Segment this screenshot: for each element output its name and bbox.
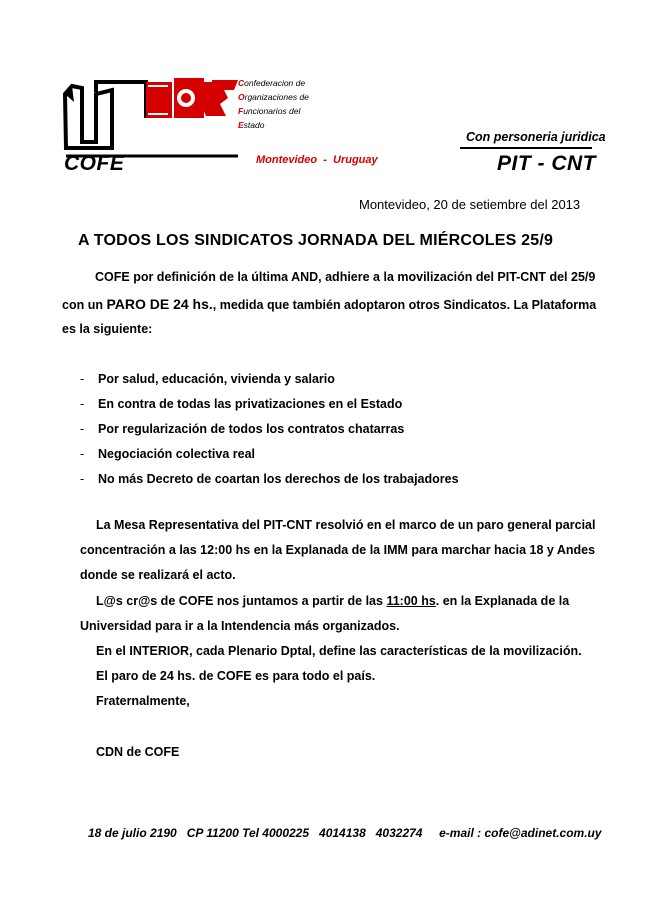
org-line: Funcionarios del xyxy=(238,106,301,116)
document-title: A TODOS LOS SINDICATOS JORNADA DEL MIÉRCOLES 25/9 xyxy=(78,232,554,249)
org-line: Confederacion de xyxy=(238,78,306,88)
intro-line-2: con un PARO DE 24 hs., medida que también adoptaron otros Sindicatos. La Plataforma xyxy=(62,296,597,312)
paro-highlight: PARO DE 24 hs. xyxy=(106,296,213,312)
closing: Fraternalmente, xyxy=(96,694,190,708)
cofe-logo xyxy=(62,72,238,162)
lacras-line-1: L@s cr@s de COFE nos juntamos a partir de las 11:00 hs. en la Explanada de la xyxy=(96,594,570,608)
mesa-line-3: donde se realizará el acto. xyxy=(80,568,236,582)
paro-line: El paro de 24 hs. de COFE es para todo el país. xyxy=(96,669,376,683)
org-acronym: COFE xyxy=(64,152,125,175)
org-line: Estado xyxy=(238,120,265,130)
mesa-line-1: La Mesa Representativa del PIT-CNT resolvió en el marco de un paro general parcial xyxy=(96,518,596,532)
org-line: Organizaciones de xyxy=(238,92,309,102)
pitcnt-label: PIT - CNT xyxy=(497,152,596,175)
interior-line: En el INTERIOR, cada Plenario Dptal, define las características de la movilización. xyxy=(96,644,582,658)
intro-line-1: COFE por definición de la última AND, adhiere a la movilización del PIT-CNT del 25/9 xyxy=(95,270,596,284)
mesa-line-2: concentración a las 12:00 hs en la Explanada de la IMM para marchar hacia 18 y Andes xyxy=(80,543,596,557)
signature: CDN de COFE xyxy=(96,745,180,759)
contact-footer: 18 de julio 2190 CP 11200 Tel 4000225 4014138 4032274 e-mail : cofe@adinet.com.uy xyxy=(88,826,602,840)
meeting-time: 11:00 hs xyxy=(386,594,436,608)
header-rule xyxy=(460,147,592,149)
city-label: Montevideo - Uruguay xyxy=(256,154,378,166)
lacras-line-2: Universidad para ir a la Intendencia más organizados. xyxy=(80,619,400,633)
personeria-label: Con personeria juridica xyxy=(466,130,606,144)
intro-line-3: es la siguiente: xyxy=(62,322,153,336)
org-full-name xyxy=(238,76,309,132)
document-date: Montevideo, 20 de setiembre del 2013 xyxy=(359,197,581,212)
